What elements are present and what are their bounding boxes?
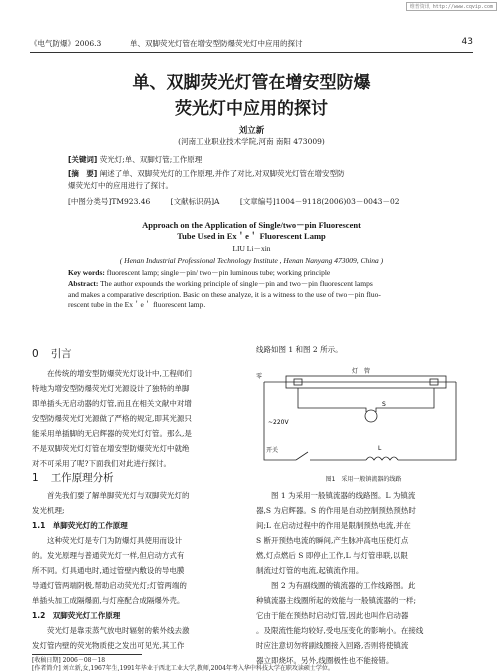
classification-line: [68, 196, 448, 207]
ballast-coil: [366, 457, 398, 460]
english-title: [0, 220, 503, 242]
keywords-label: [关键词]: [68, 155, 98, 164]
section-0-heading: [32, 346, 72, 361]
intro-line: 能采用单插脚的无启辉器的荧光灯灯管。那么,是: [32, 429, 192, 438]
subsection-1-2-heading: 1.2 双脚荧光灯工作原理: [32, 611, 121, 620]
ballast-label: L: [378, 445, 382, 452]
right-line: 器立即烧坏。另外,线圈极性也不能接错。: [256, 656, 394, 665]
right-line: 燃,灯点燃后 S 即停止工作,L 与灯管串联,以限: [256, 551, 408, 560]
subsection-1-2-line: 荧光灯是靠汞蒸气放电时辐射的紫外线去激: [32, 626, 190, 635]
intro-line: 不是双脚荧光灯灯管在增安型防爆荧光灯中就绝: [32, 444, 190, 453]
section-1-text: [32, 488, 242, 653]
section-1-number: 1: [32, 472, 39, 484]
right-line: 器,S 为启辉器。S 的作用是自动控制预热预热时: [256, 506, 416, 515]
switch-blade: [296, 452, 308, 460]
title-line-2: 荧光灯中应用的探讨: [175, 99, 328, 119]
title-line-1: 单、双脚荧光灯管在增安型防爆: [132, 73, 371, 93]
right-column-intro: 线路如图 1 和图 2 所示。: [256, 345, 343, 354]
starter-symbol: [365, 410, 377, 422]
voltage-label: ~220V: [268, 419, 289, 426]
author: 刘立新: [238, 126, 265, 136]
right-line: 制流过灯管的电流,起镇流作用。: [256, 566, 364, 575]
right-line: 时应注意切勿将副线圈接入回路,否则将使镇流: [256, 641, 409, 650]
lamp-label: 灯 管: [352, 368, 371, 375]
subsection-1-1-line: 单插头加工成隔爆面,与灯座配合成隔爆外壳。: [32, 596, 185, 605]
right-column-body: [256, 488, 471, 668]
english-abstract: [68, 279, 458, 311]
english-keywords-label: Key words:: [68, 268, 105, 277]
section-1-line: 首先我们要了解单脚荧光灯与双脚荧光灯的: [32, 491, 190, 500]
subsection-1-1-line: 这种荧光灯是专门为防爆灯具使用而设计: [32, 536, 182, 545]
starter-label: S: [382, 401, 386, 408]
abstract-line-2: 爆荧光灯中的应用进行了探讨。: [68, 180, 173, 190]
intro-paragraph: [32, 366, 242, 471]
english-keywords: [68, 268, 448, 279]
subsection-1-1-heading: 1.1 单脚荧光灯的工作原理: [32, 521, 128, 530]
intro-line: 在传统的增安型防爆荧光灯设计中,工程师们: [32, 369, 192, 378]
english-abstract-line-2: and makes a comparative description. Basic on these analyze, it is a witness to the use of two－pin fluo-: [68, 289, 381, 299]
intro-line: 即单插头无启动器的灯管,而且在相关文献中对增: [32, 399, 192, 408]
watermark-stamp: 维普资讯 http://www.cqvip.com: [406, 2, 497, 11]
received-date: [收稿日期] 2006－08－18: [32, 657, 106, 664]
right-line: 图 2 为有副线圈的镇流器的工作线路图。此: [256, 581, 416, 590]
english-title-line-2: Tube Used in Ex＇e＇ Fluorescent Lamp: [177, 231, 326, 241]
subsection-1-1-line: 导通灯管两端阴极,帮助启动荧光灯;灯管两端的: [32, 581, 187, 590]
subsection-1-1-line: 的。发光原理与普通荧光灯一样,但启动方式有: [32, 551, 185, 560]
right-line: 它由于能在预热时启动灯管,因此也叫作启动器: [256, 611, 409, 620]
section-1-title: 工作原理分析: [50, 472, 114, 484]
right-line: 。及限流性能均较好,受电压变化的影响小。在接线: [256, 626, 424, 635]
english-abstract-line-1: The author expounds the working principle of single－pin and two－pin fluorescent lamps: [98, 279, 373, 288]
abstract-label: [摘 要]: [68, 169, 98, 178]
clc-number: [中图分类号]TM923.46: [68, 197, 151, 206]
starter-wire-left: [298, 388, 366, 412]
right-line: 图 1 为采用一般镇流器的线路图。L 为镇流: [256, 491, 416, 500]
journal-name: 《电气防爆》2006.3: [30, 39, 102, 48]
author-bio: [作者简介] 刘立新,女,1967年生,1991年毕业于西北工业大学,教师,2004年考入华中科技大学在职攻读硕士学位。: [32, 665, 334, 671]
running-title: 单、双脚荧光灯管在增安型防爆荧光灯中应用的探讨: [130, 39, 303, 48]
right-line: 种镇流器主线圈所起的效能与一般镇流器的一样;: [256, 596, 417, 605]
article-number: [文章编号]1004－9118(2006)03－0043－02: [239, 197, 400, 206]
header-rule: [30, 52, 473, 53]
page-number: 43: [461, 37, 473, 47]
english-author: LIU Li－xin: [232, 244, 271, 253]
footnote-rule: [32, 654, 142, 655]
paper-title: [0, 70, 503, 122]
intro-line: 安型防爆荧光灯光源做了严格的规定,即其光源只: [32, 414, 192, 423]
running-header: [30, 38, 473, 50]
right-line: S 断开预热电流的瞬间,产生脉冲高电压使灯点: [256, 536, 409, 545]
english-keywords-text: fluorescent lamp; single－pin/ two－pin luminous tube; working principle: [104, 268, 331, 277]
figure-1-caption: 图1 采用一般镇流器的线路: [325, 476, 402, 483]
starter-wire-right: [376, 388, 434, 412]
english-abstract-label: Abstract:: [68, 279, 99, 288]
left-mark: 零: [256, 373, 263, 380]
right-wire: [398, 382, 456, 460]
keywords-text: 荧光灯;单、双脚灯管;工作原理: [99, 155, 203, 164]
section-0-number: 0: [32, 348, 39, 360]
intro-line: 对不可采用了呢?下面我们对此进行探讨。: [32, 459, 172, 468]
english-affiliation: ( Henan Industrial Professional Technology Institute , Henan Nanyang 473009, China ): [119, 256, 384, 265]
switch-label: 开关: [266, 447, 279, 454]
section-0-title: 引言: [50, 348, 72, 360]
abstract-cn: [68, 168, 444, 191]
intro-line: 特地为增安型防爆荧光灯光源设计了独特的单脚: [32, 384, 190, 393]
figure-1-circuit: [256, 362, 471, 470]
english-title-line-1: Approach on the Application of Single/two－pin Fluorescent: [142, 220, 361, 230]
english-abstract-line-3: rescent tube in the Ex＇e＇ fluorescent lamp.: [68, 300, 206, 309]
section-1-heading: [32, 470, 114, 485]
keywords-cn: [68, 154, 202, 165]
abstract-line-1: 阐述了单、双脚荧光灯的工作原理,并作了对比,对双脚荧光灯管在增安型防: [99, 169, 345, 178]
subsection-1-1-line: 所不同。灯具通电时,通过管壁内敷设的导电膜: [32, 566, 185, 575]
affiliation: (河南工业职业技术学院,河南 南阳 473009): [178, 137, 325, 146]
subsection-1-2-line: 发灯管内壁的荧光物质使之发出可见光,其工作: [32, 641, 185, 650]
right-line: 间;L 在启动过程中的作用是限制预热电流,并在: [256, 521, 411, 530]
section-1-line: 发光机理;: [32, 506, 65, 515]
document-code: [文献标识码]A: [170, 197, 220, 206]
